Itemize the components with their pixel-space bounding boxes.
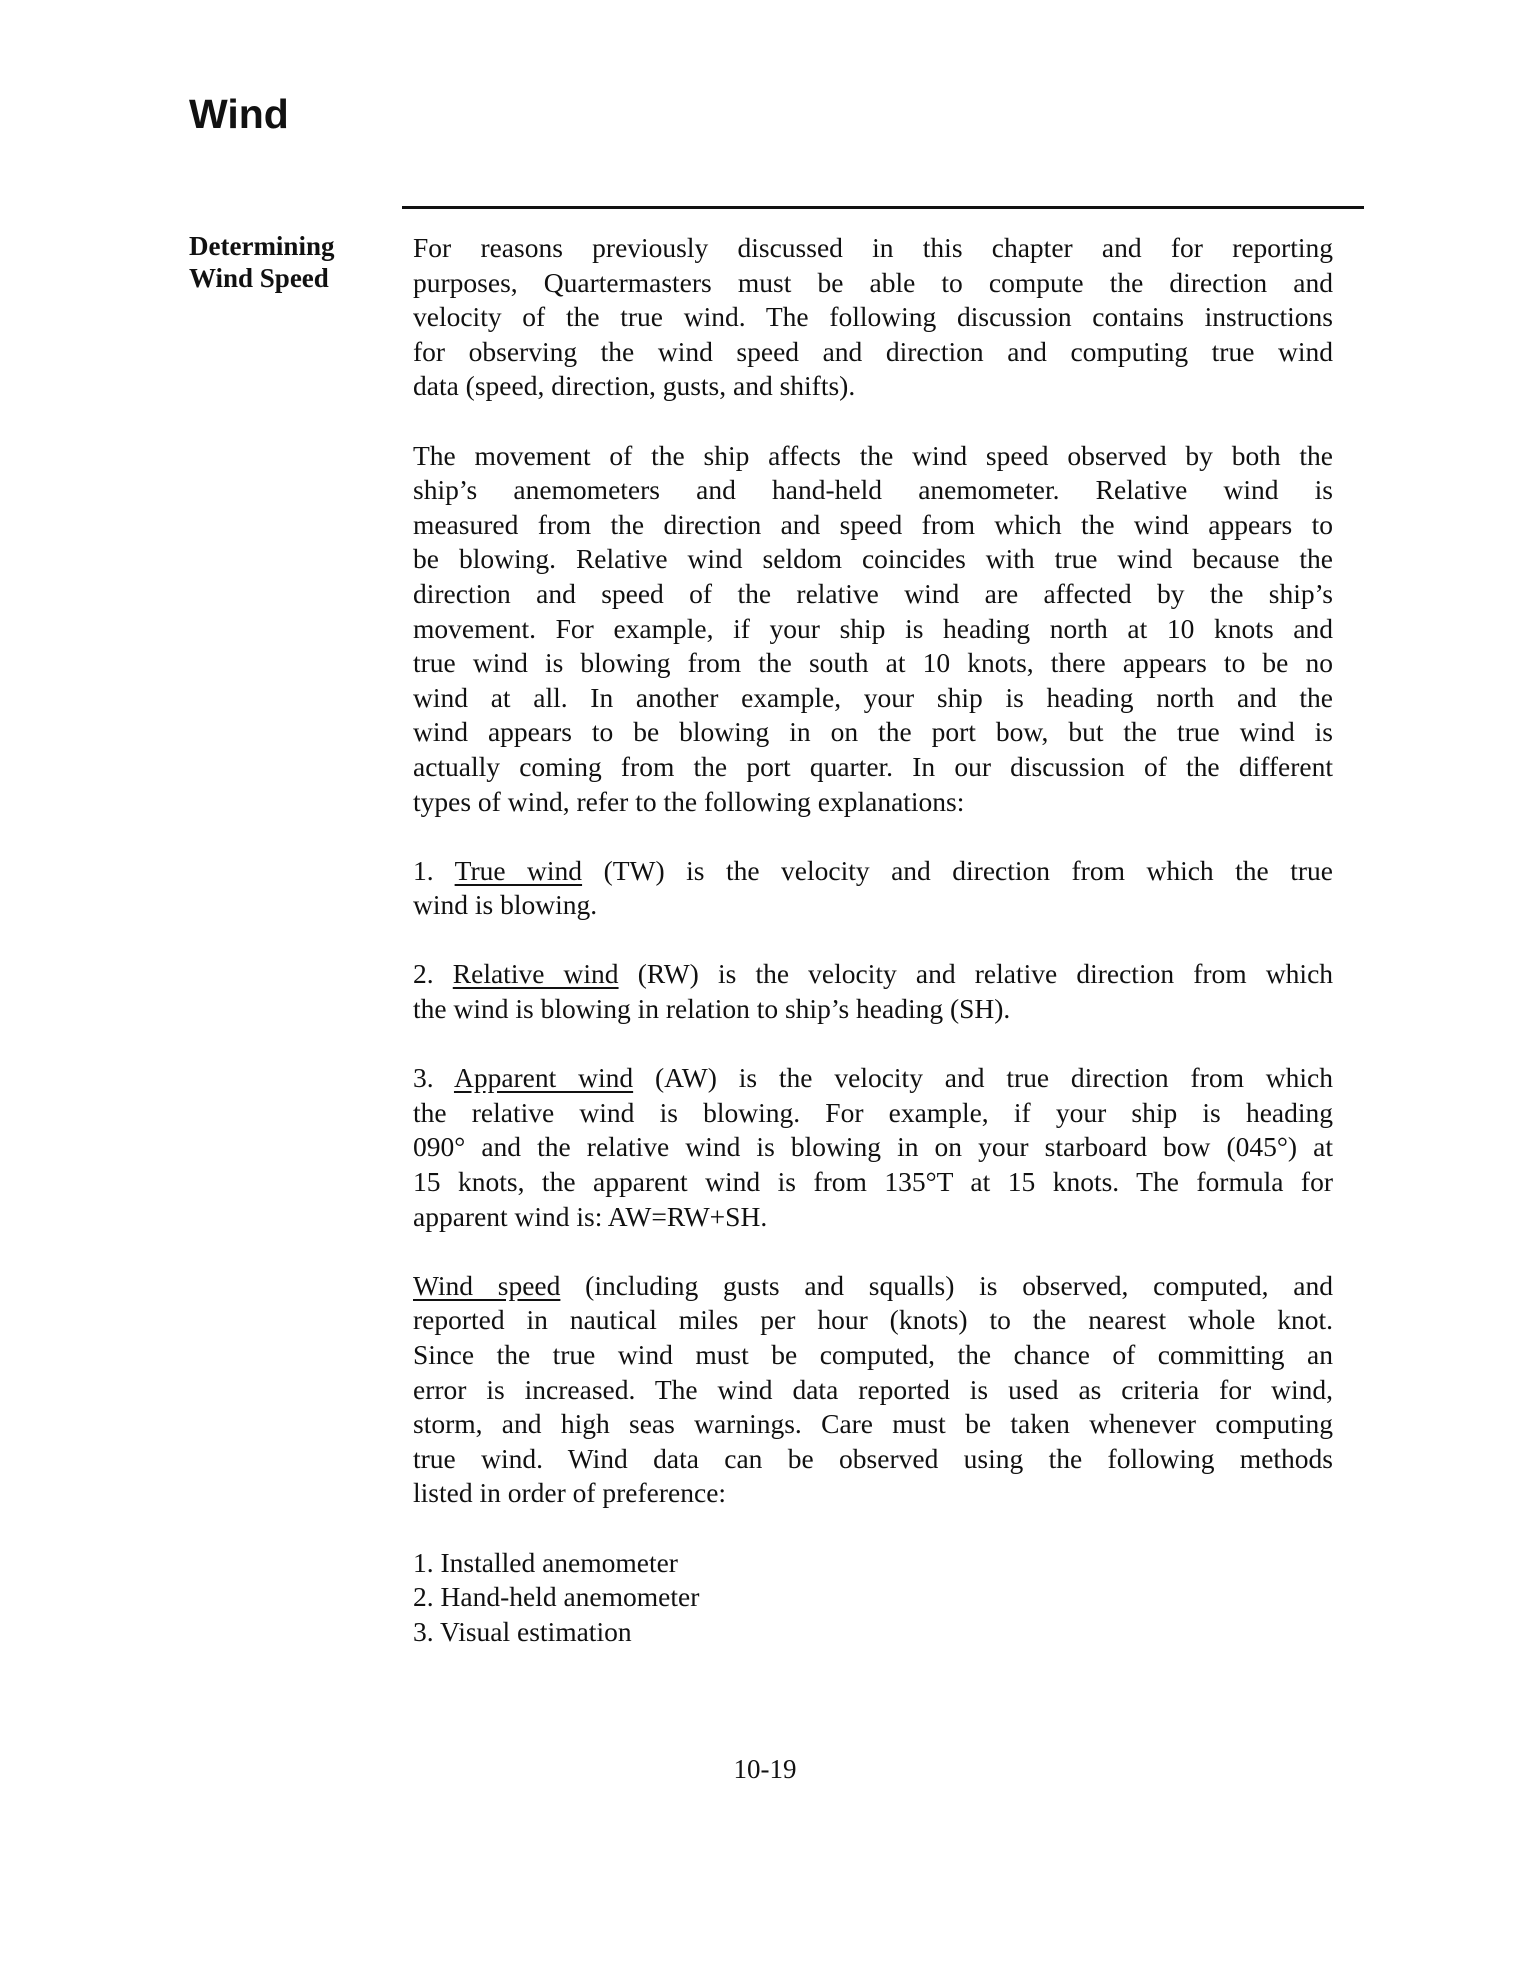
text-line: 15 knots, the apparent wind is from 135°T at 15 knots. The formula for	[413, 1166, 1333, 1198]
text-line: wind appears to be blowing in on the port bow, but the true wind is	[413, 716, 1333, 748]
text-line	[413, 1061, 1333, 1096]
list-item: 1. Installed anemometer	[413, 1546, 678, 1578]
definition-text: (AW) is the velocity and true direction from which	[654, 1062, 1334, 1094]
text-line: error is increased. The wind data reported is used as criteria for wind,	[413, 1373, 1333, 1405]
text-line: types of wind, refer to the following explanations:	[413, 785, 965, 817]
paragraph-text: (including gusts and squalls) is observed, computed, and	[585, 1269, 1333, 1301]
text-line: measured from the direction and speed from which the wind appears to	[413, 508, 1333, 540]
text-line	[413, 957, 1333, 992]
text-line: movement. For example, if your ship is heading north at 10 knots and	[413, 612, 1333, 644]
text-line: true wind. Wind data can be observed using the following methods	[413, 1442, 1333, 1474]
section-heading-line-1: Determining	[189, 231, 335, 261]
text-line: listed in order of preference:	[413, 1477, 727, 1509]
text-line: apparent wind is: AW=RW+SH.	[413, 1200, 768, 1232]
section-heading-line-2: Wind Speed	[189, 263, 329, 293]
text-line: be blowing. Relative wind seldom coincides with true wind because the	[413, 543, 1333, 575]
list-item: 2. Hand-held anemometer	[413, 1581, 700, 1613]
text-line: the wind is blowing in relation to ship’s heading (SH).	[413, 993, 1011, 1025]
term-wind-speed: Wind speed	[413, 1269, 561, 1301]
paragraph-intro	[413, 231, 1333, 404]
text-line: The movement of the ship affects the wind speed observed by both the	[413, 439, 1333, 471]
text-line: data (speed, direction, gusts, and shifts).	[413, 370, 856, 402]
text-line: storm, and high seas warnings. Care must be taken whenever computing	[413, 1408, 1333, 1440]
section-heading	[189, 230, 369, 294]
text-line: 090° and the relative wind is blowing in on your starboard bow (045°) at	[413, 1131, 1333, 1163]
text-line: velocity of the true wind. The following discussion contains instructions	[413, 301, 1333, 333]
definition-text: (TW) is the velocity and direction from which the true	[603, 854, 1333, 886]
term-true-wind: True wind	[454, 854, 583, 886]
paragraph-ship-movement	[413, 439, 1333, 820]
text-line	[413, 1269, 1333, 1304]
section-divider	[402, 206, 1364, 209]
text-line: true wind is blowing from the south at 10 knots, there appears to be no	[413, 647, 1333, 679]
list-item: 3. Visual estimation	[413, 1615, 632, 1647]
text-line: For reasons previously discussed in this chapter and for reporting	[413, 232, 1333, 263]
text-line: wind is blowing.	[413, 889, 598, 921]
term-apparent-wind: Apparent wind	[453, 1062, 634, 1094]
text-line: purposes, Quartermasters must be able to compute the direction and	[413, 266, 1333, 298]
paragraph-wind-speed	[413, 1269, 1333, 1511]
definition-relative-wind	[413, 957, 1333, 1026]
definition-true-wind	[413, 854, 1333, 923]
definition-number: 2.	[413, 958, 434, 990]
text-line: Since the true wind must be computed, the chance of committing an	[413, 1339, 1333, 1370]
page-number: 10-19	[733, 1754, 797, 1784]
term-relative-wind: Relative wind	[452, 958, 619, 990]
definition-apparent-wind	[413, 1061, 1333, 1234]
definition-number: 1.	[413, 854, 434, 886]
text-line: actually coming from the port quarter. In our discussion of the different	[413, 750, 1333, 782]
text-line: the relative wind is blowing. For example, if your ship is heading	[413, 1096, 1333, 1128]
text-line: direction and speed of the relative wind are affected by the ship’s	[413, 577, 1333, 609]
page-title: Wind	[189, 91, 289, 137]
definition-text: (RW) is the velocity and relative direction from which	[637, 958, 1334, 990]
text-line: wind at all. In another example, your ship is heading north and the	[413, 681, 1333, 713]
text-line: ship’s anemometers and hand-held anemometer. Relative wind is	[413, 474, 1333, 506]
definition-number: 3.	[413, 1062, 434, 1094]
methods-list	[413, 1546, 1333, 1650]
text-line: reported in nautical miles per hour (knots) to the nearest whole knot.	[413, 1304, 1333, 1336]
text-line: for observing the wind speed and direction and computing true wind	[413, 335, 1333, 367]
body-text	[413, 231, 1333, 1649]
text-line	[413, 854, 1333, 889]
